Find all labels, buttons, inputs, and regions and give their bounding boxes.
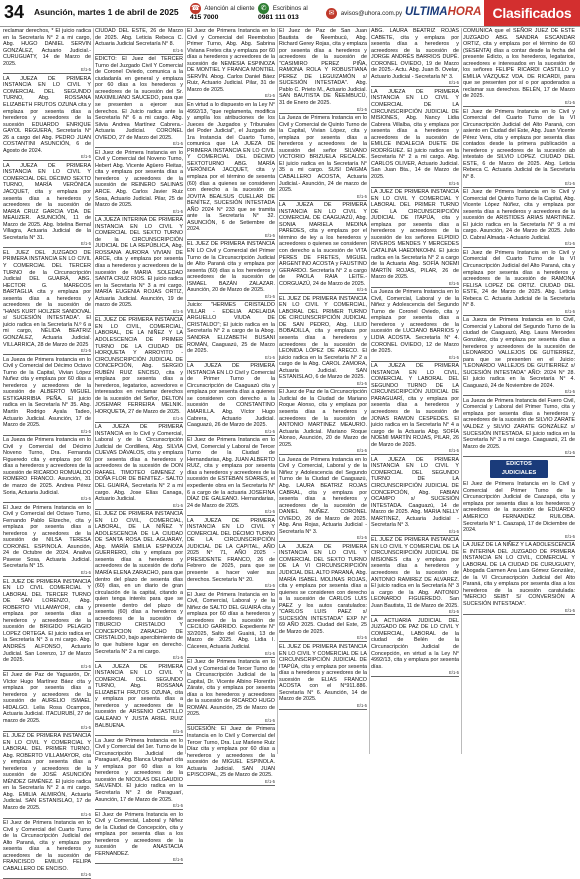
legal-notice [187,102,275,240]
notice-edition-code: E/1-5 [172,208,183,214]
notice-edition-code: E/1-5 [80,872,91,878]
column-1 [3,28,91,878]
notice-edition-code: E/1-5 [264,293,275,299]
logo-main: ULTIMA [405,6,448,18]
notice-columns [3,28,577,878]
column-4 [279,28,367,754]
legal-notice [3,250,91,355]
notice-text: LA JUEZA DE PRIMERA INSTANCIA EN LO Civil y Comercial de Primer Turno de la Circunscripción de Caaguazú cita y emplaza por sesenta días a quienes se consideren con derecho a la sucesión de CONSTANTINO AMARILLA. Abg. Víctor Hugo Cabrera, Actuario Judicial. Caaguazú, 26 de Marzo de 2025. [187,363,275,429]
legal-notice [187,241,275,300]
notice-text: reclamar derechos, * El juicio radica en la Secretaría N° 2 a mi cargo, Abg. HUGO DANIEL SERVIN GONZÁLEZ, Actuario Judicial.- CURUGUATY, 14 de Marzo de 2025. [3,28,91,67]
legal-notice [3,579,91,671]
legal-notice [463,317,575,396]
legal-notice [95,28,183,55]
notice-edition-code: E/1-5 [80,428,91,434]
section-tag-edictos: EDICTOS JUDICIALES [490,460,548,478]
notice-text: EL JUEZ DE PRIMERA INSTANCIA EN LO CIVIL Y COMERCIAL, LABORAL DEL PRIMER TURNO DE CIRCUNSCRIPCIÓN JUDICIAL DE SAN PEDRO, Abg. LILIO BOBADILLA, cita y emplaza por sesenta días a herederos y acreedores de la sucesión de LEONIDA LÓPEZ DE ARECO. El juicio radica en la Secretaría N° 2 a cargo de la Abg. CAROL ZAMORA, Actuaria Judicial. SAN ESTANISLAO, 6 de Marzo de 2025. [279,295,367,381]
notice-edition-code: E/1-5 [264,778,275,784]
section-badge: Clasificados [484,0,580,26]
legal-notice [279,544,367,643]
contact2-value: 0981 111 013 [258,14,299,21]
legal-notice [371,618,459,677]
notice-edition-code: E/1-5 [356,635,367,641]
notice-edition-code: E/1-5 [80,496,91,502]
legal-notice [463,542,575,614]
notice-edition-code: E/1-5 [448,609,459,615]
column-2 [95,28,183,863]
logo-accent: HORA [447,6,482,18]
notice-text: EL JUEZ DE PRIMERA INSTANCIA EN LO CIVIL Y COMERCIAL Y LABORAL DEL PRIMER TURNO, Abg. ROBERTO VILLAMAYOR, cita y emplaza por sesenta días a herederos y acreedores de la sucesión de JOSÉ ASUNCIÓN MÉNDEZ GIMÉNEZ. El juicio radica en la Secretaría N° 2 a mi cargo. Abg. EMILIA ALMIRÓN, Actuaria Judicial. SAN ESTANISLAO, 17 de Marzo de 2025. [3,733,91,812]
notice-text: El Juez de Primera Instancia en lo Civil y Comercial de Tercer Turno de la Circunscripción Judicial de la Capital, Dr. Vicente Albino Florentín Zárate, cita y emplaza por sesenta días a los herederos y acreedores de la sucesión de RICARDO HUGO ROMÁN. Asunción, 25 de Marzo de 2025. [187,659,275,718]
notice-text: La Juez de Primera Instancia en lo Civil y Comercial del 1er. Turno de la Circunscripción Judicial de Paraguarí, Abg. Blanca Urquhart cita y emplaza por 60 días a los herederos y acreedores de la sucesión de NICOLAS DELGAUDIO SALVENDI. El juicio radica en la Secretaría N° 2 de Paraguarí, Asunción, 17 de Marzo de 2025. [95,737,183,803]
notice-edition-code: E/1-5 [356,106,367,112]
notice-text: LA JUEZA DE PRIMERA INSTANCIA EN LO CIVIL Y COMERCIAL DE LA CIRCUNSCRIPCIÓN JUDICIAL DE MISIONES, Abg. Nancy Lidia Cabrera Villalba, cita y emplaza por sesenta días a herederos y acreedores de la sucesión de EMILCE INDALECIA DUETE DE RODRÍGUEZ. El juicio radica en la Secretaría N° 2 a mi cargo. Abg. CARLOS OLIVER, Actuario Judicial. San Juan Bta., 14 de Marzo de 2025. [371,88,459,180]
mail-icon: ✉ [326,8,337,19]
notice-edition-code: E/1-5 [356,535,367,541]
notice-text: LA JUEZA DE PRIMERA INSTANCIA EN LO CIVIL Y COMERCIAL DEL SEGUNDO TURNO DE LA CIRCUNSCRIPCIÓN JUDICIAL DE CONCEPCIÓN, Abg. FABIAN OCAMPO s/ SUCESIÓN INTESTADA. Caaguazú, 14 de Marzo de 2025. Abg. MARIA NELLY MARTINEZ, Actuaria Judicial - Secretaría N° 3. [371,456,459,529]
legal-notice [371,457,459,536]
notice-text: La Jueza de Primera Instancia en lo Civil, Comercial y Laboral del Segundo Turno de la ciudad de Caaguazú, Abg. Laura Mercedes González, cita y emplaza por sesenta días a herederos y acreedores de la sucesión de LEONARDO VALLEJOS DE GUTIERREZ, para que se presenten en el Juicio: "LEONARDO VALLEJOS DE GUTIERREZ s/ SUCESIÓN INTESTADA" AÑO: 2024 N° 28. El juicio radica en la Secretaría N° 4. Caaguazú, 24 de Noviembre de 2024. [463,317,575,389]
legal-notice [187,363,275,435]
notice-edition-code: E/1-5 [80,241,91,247]
notice-text: La Jueza de Primera Instancia en lo Civil y Comercial, Laboral y de la Niñez y Adolescencia del Segundo Turno de la Ciudad de Caaguazú, Abg. LAURA BEATRIZ ROJAS CABRAL, cita y emplaza por sesenta días a herederos y acreedores de la sucesión de DANIEL NUÑEZ. CORONEL OVIEDO, 26 de Marzo de 2025. Abg. Ana Rojas, Actuaria Judicial - Secretaría N° 3. [279,456,367,535]
notice-edition-code: E/1-5 [564,533,575,539]
legal-notice [3,437,91,503]
notice-text: LA ACTUARIA JUDICIAL DEL JUZGADO DE PAZ DE LO CIVIL Y COMERCIAL, LABORAL de la ciudad de Belén de la Circunscripción Judicial de Concepción, en virtud a la Ley N° 4992/13, cita y emplaza por sesenta días. [371,617,459,670]
legal-notice [95,812,183,865]
legal-notice [463,250,575,316]
notice-text: En virtud a lo dispuesto en la Ley N° 4992/13, "que reglamenta, modifica y amplía los atribuciones de los Jueces de Juzgados y Tribunales del Poder Judicial", el Juzgado de 1ra Instancia del Cuarto Turno, comunica que LA JUEZA DE PRIMERA INSTANCIA EN LO CIVIL Y COMERCIAL DEL DÉCIMO SEXTOTURNO ABG. MARÍA VERÓNICA JACQUET, cita y emplaza por el término de sesenta (60) días a quienes se consideren con derecho a la sucesión de JOVITA BEALSUS CUELLAR DE BENÍTEZ, SUCESIÓN INTESTADA AÑO 2024 N° 233 que se tramita ante la Secretaría N° 32. ASUNCIÓN, 6 de Setiembre de 2024. [187,101,275,233]
notice-text: LA JUEZ DE LA NIÑEZ Y LA ADOLESCENCIA E INTERINA DEL JUZGADO DE PRIMERA INSTANCIA EN LO CIVIL, COMERCIAL Y LABORAL DE LA CIUDAD DE CURUGUATY, Abogada Carmen Ana Lara Gómez González, de la VI Circunscripción Judicial del Alto Paraná, cita y emplaza por sesenta días a los herederos de la sucesión caratulada: "MERCIO SEIBT S/ CONVERSIÓN A SUCESIÓN INTESTADA". [463,542,575,608]
notice-text: La Jueza de Primera Instancia en lo Civil y Comercial del Décimo Octavo Turno de la Capital, Vivian López Nuñez cita y emplaza por 60 días a herederos y acreedores de la sucesión de ALBERTO MIGUEL ESTIGARRIBIA PEÑA. El juicio radica en la Secretaría N° 35. Abg. Martín Rodrigo Ayala Tadeo, Actuario Judicial. Asunción, 17 de Marzo de 2025. [3,356,91,429]
notice-edition-code: E/1-5 [264,354,275,360]
notice-edition-code: E/1-5 [80,811,91,817]
notice-text: El Juez de Primera Instancia en lo Civil, Comercial y Laboral de Tercer Turno de la Ciudad de Hernandarias, Abg. JUAN ALBERTO RUIZ, cita y emplaza por sesenta días a herederos y acreedores de la sucesión de ESTEBAN SOARES, el expediente obra en la Secretaría N° 6 a cargo de la actuaria JOSEFINA DÍAZ DE GALEANO. Hernandarias, 24 de Marzo de 2025. [187,437,275,509]
notice-text: El Juez de Paz de la Circunscripción Judicial de la Ciudad de Mariano Roque Alonso, cita y emplaza por sesenta días a herederos y acreedores de la sucesión de ANTONIO MARTINEZ MEAURIO. Actuaria Judicial. Mariano Roque Alonso, Asunción, 20 de Marzo de 2025. [279,389,367,448]
legal-notice [187,726,275,785]
notice-text: LA JUEZA DE PRIMERA INSTANCIA EN LO CIVIL Y COMERCIAL DEL SEGUNDO TURNO, Abg. ROSSANA ELIZABETH FRUTOS OZUNA, cita y emplaza por sesenta días a herederos y acreedores de la sucesión de ARSENIO CASTILLO GALEANO Y JUSTA ARIEL RUIZ BALBUENA. [95,663,183,729]
notice-text: El Juez de Primera Instancia en lo Civil y Comercial del Cuarto Turno de la Circunscripción Judicial del Alto Paraná, cita y emplaza por sesenta días a herederos y acreedores de la sucesión de FRANCISCO EMILIO FELIPA CABALLERO DE ENCISO. [3,820,91,872]
notice-text: LA JUEZA DE PRIMERA INSTANCIA EN LO CIVIL Y COMERCIAL DEL DÉCIMO TURNO DE LA CIRCUNSCRIPCIÓN JUDICIAL DE LA CAPITAL, AÑO 2025 N° 71, AÑO 2025 - PRESIDENTE FRANCO, 26 de Febrero de 2025, para que se presente a hacer valer sus derechos. Secretaría N° 20. [187,517,275,583]
legal-notice [95,424,183,510]
notice-edition-code: E/1-5 [448,280,459,286]
notice-edition-code: E/1-5 [564,180,575,186]
notice-edition-code: E/1-5 [564,241,575,247]
legal-notice [95,738,183,810]
legal-notice [463,109,575,188]
legal-notice [279,202,367,294]
notice-edition-code: E/1-5 [80,724,91,730]
legal-notice [463,28,575,107]
notice-edition-code: E/1-5 [264,583,275,589]
column-5 [371,28,459,754]
customer-service-contact [190,3,255,22]
publication-date: Asunción, martes 1 de abril de 2025 [34,7,179,17]
legal-notice [3,357,91,436]
notice-edition-code: E/1-5 [80,348,91,354]
legal-notice [95,664,183,736]
notice-text: El Juez de Primera Instancia en lo Civil y Comercial del Reembolso Primer Turno, Abg. Abg. Sabrina Viviana Fretes cita y emplaza por 60 días a herederos y acreedores de la sucesión de NEMESIA ESPINOZA DE MONTIEL Y FRANCA MONTIEL SERVÍN. Abog. Carlos Daniel Báez Ruiz, Actuario Judicial. Pilar, 31 de Marzo de 2025. [187,28,275,93]
notice-edition-code: E/1-5 [448,180,459,186]
notice-edition-code: E/1-5 [564,308,575,314]
notice-edition-code: E/1-5 [172,857,183,863]
notice-text: La Jueza de Primera Instancia en lo Civil y Comercial del Décimo Noveno Turno, Dra. Fernanda Figueredo cita y emplaza por 60 días a herederos y acreedores de la sucesión de RICARDO ROMUALDO ROMERO FRANCO. Asunción, 31 de marzo de 2025. Andrea Pérez Soria, Actuaria Judicial. [3,437,91,496]
notice-text: El Juez de Primera Instancia en lo Civil y Comercial del Quinto Turno de la Capital, Abg. Vicente López Núñez, cita y emplaza por sesenta días a herederos y acreedores de la sucesión de ARISTIDES ARIAS MARTINEZ. El juicio radica en la Secretaría N° 9 a mi cargo. Asunción, 24 de Marzo de 2025. Julio D. Cabral Almada - Actuario Judicial. [463,189,575,241]
notice-edition-code: E/1-5 [564,389,575,395]
notice-edition-code: E/1-5 [448,354,459,360]
notice-edition-code: E/1-5 [264,650,275,656]
notice-text: COMUNICA que el SEÑOR JUEZ DE ESTE JUZGADO ABG. SANDRA ESCANDAR ORTIZ, cita y emplaza por el término de 60 (SESENTA) días a contar desde la fecha del presente Edicto, a los herederos, legatarios, acreedores e interesados en la sucesión de los señores FELIPE RICARDI CASTILLO y EMILIA VÁZQUEZ VDA. DE RICARDI, para que se presenten por sí o por apoderados a reclamar sus derechos. BELÉN, 17 de Marzo de 2025. [463,28,575,100]
page-number: 34 [4,2,25,22]
notice-text: La Jueza de Primera Instancia del Fuero Civil, Comercial y Laboral del Primer Turno, cita y emplaza por sesenta días a herederos y acreedores de la sucesión de SILVIO ZARATE VALDEZ y SILVIO ZARATE GONZÁLEZ s/ SUCESIÓN INTESTADA. El juicio radica en la Secretaría N° 3 a mi cargo. Caaguazú, 21 de Marzo de 2025. [463,397,575,450]
legal-notice [95,217,183,316]
notice-text: EL JUEZ DE PRIMERA INSTANCIA EN LO CIVIL COMERCIAL Y LABORAL DEL TERCER TURNO DE SAN LORENZO, Abg. ROBERTO VILLAMAYOR, cita y emplaza por sesenta días a herederos y acreedores de la sucesión de BRIGIDO PELAGIO LOPEZ ORTEGA. El juicio radica en la Secretaría N° 3 a mi cargo. Abg. ANDRÉS ALFONSO, Actuario Judicial. San Lorenzo, 17 de Marzo de 2025. [3,578,91,664]
legal-notice [371,363,459,455]
legal-notice [95,317,183,422]
whatsapp-icon: ✆ [258,3,269,14]
legal-notice [463,189,575,248]
column-6 [463,28,575,754]
notice-edition-code: E/1-5 [80,154,91,160]
legal-notice [187,592,275,658]
notice-edition-code: E/1-5 [564,607,575,613]
column-3 [187,28,275,784]
notice-text: LA JUEZA DE PRIMERA INSTANCIA EN LO CIVIL Y COMERCIAL DEL SEXTO TURNO DE LA VI CIRCUNSCRIPCIÓN JUDICIAL DEL ALTO PARANÁ, Abg. MARÍA ISABEL MOLINAS ROJAS, cita y emplaza por sesenta días a quienes se consideren con derecho a la sucesión de CARLOS LUIS PAEZ y los autos caratulados: "CARLOS LUIS PAEZ s/ SUCESIÓN INTESTADA" EXP N° 69 AÑO 2025. Ciudad del Este, 25 de Marzo de 2025. [279,543,367,635]
notice-text: SUCESIÓN: El Juez de Primera Instancia en lo Civil y Comercial del Tercer Turno, Dra. Luz Marlene Ruiz Díaz cita y emplaza por 60 días a herederos y acreedores de la sucesión de MIGUEL ESPINOLA. Actuaria Judicial. SAN JUAN EPISCOPAL, 25 de Marzo de 2025. [187,726,275,779]
notice-edition-code: E/1-5 [448,670,459,676]
notice-text: EL JUEZ DE PRIMERA INSTANCIA EN LO CIVIL Y COMERCIAL DE LA CIRCUNSCRIPCIÓN JUDICIAL DE MISIONES cita y emplaza por sesenta días a herederos y acreedores de la sucesión de ANTONIO RAMIREZ DE ALVAREZ. El juicio radica en la Secretaría N° 3 a cargo de la Abg. ANTONIO LEONARDO FIGUEREDO. San Juan Bautista, 11 de Marzo de 2025. [371,537,459,609]
legal-notice [3,820,91,879]
notice-edition-code: E/1-5 [264,717,275,723]
notice-text: EL JUEZ DEL JUZGADO DE PRIMERA INSTANCIA EN LO CIVIL Y COMERCIAL DEL TERCER TURNO de la Circunscripción Judicial DEL GUAIRÁ, ABG. HECTOR G. MARECOS BARTAGLIA cita y emplaza por sesenta días a herederos y acreedores de la sucesión de "HANS KURT HOLZER SANDOVAL s/ SUCESIÓN INTESTADA". El juicio radica en la Secretaría N.º 6 a mi cargo, NÉLIDA BEATRIZ GONZÁLEZ, Actuaria Judicial. VILLARRICA, 28 de Marzo de 2025 [3,249,91,348]
notice-text: LA JUEZA DE PRIMERA INSTANCIA EN LO CIVIL Y COMERCIAL DEL SEGUNDO TURNO, Abg. ROSSANA ELIZABETH FRUTOS OZUNA cita y emplaza por sesenta días a herederos y acreedores de la sucesión EDUARDO ENRIQUE GAYOL REGUERA, Secretaría N° 26 a cargo del Abg. PEDRO JUAN COSTANTINI ASUNCIÓN, 6 de Agosto de 2024. [3,75,91,154]
notice-edition-code: E/1-5 [356,380,367,386]
notice-text: El Juez de Primera Instancia en lo Civil y Comercial del Octavo Turno, Fernando Pablo Elizeche, cita y emplaza por sesenta días a herederos y acreedores de la sucesión de NILSA TERESA CORONEL ESPINOLA. Asunción, 24 de Octubre de 2024. Analiva Pavese Sosa, Actuaria Judicial. Secretaría N° 15. [3,504,91,570]
notice-text: ABG. LAURA BEATRIZ ROJAS CABETE, cita y emplaza por sesenta días a herederos y acreedores de la sucesión de JORGE ANDRÉS BARRIOS DUPÉ. CORONEL OVIEDO, 19 de Marzo de 2025.- Actu. Abg. Juan B. Ovelar, Actuario Judicial - Secretaría N° 3. [371,28,459,80]
legal-notice [279,28,367,114]
email-contact[interactable] [326,8,402,19]
notice-edition-code: E/1-5 [264,232,275,238]
legal-notice [463,398,575,457]
notice-edition-code: E/1-5 [564,450,575,456]
notice-edition-code: E/1-5 [264,428,275,434]
notice-text: El Juez de Paz de Yaguarón, Dr. Víctor Hugo Martínez Báez cita y emplaza por sesenta días a herederos y acreedores de la sucesión de AURELIO ISMAEL HIDALGO. Lelia Rosa Ocampos, Actuaria Judicial. ITACURUBÍ, 27 de marzo de 2025. [3,672,91,724]
contact1-label: Atención al cliente [204,5,255,13]
notice-edition-code: E/1-5 [172,47,183,53]
legal-notice [95,56,183,148]
notice-edition-code: E/1-5 [356,448,367,454]
page-header [0,0,580,27]
contact1-value: 415 7000 [190,14,219,21]
legal-notice [279,389,367,455]
notice-text: CIUDAD DEL ESTE, 26 de Marzo de 2025. Abg. Leticia Rebeca C. Actuaria Judicial Secretaría N° 8. [95,28,183,48]
notice-edition-code: E/1-5 [172,655,183,661]
legal-notice [187,659,275,725]
notice-text: El Juez de Paz de San Juan Bautista de Ñeembucú, Abg. Richard Gerey Rojas, cita y emplaza por sesenta días a herederos y acreedores de la sucesión de "CASIMIRO PEREZ PIÑA, RAMONA ROLA Y ROBUSTIANA PEREZ DE LEGUIZAMÓN s/ SUCESIÓN INTESTADA". Abg. Pablo C. Prieto M., Actuario Judicial. SAN BAUTISTA DE ÑEEMBUCÚ, 31 de Enero de 2025. [279,28,367,107]
notice-text: Juicio: "HERMES CRISTALDO VILLAR - EDELIA ADELAIDA ARGUELLO VIUDA DE CRISTALDO"; El juicio radica en la Secretaría N° 2 a cargo de la Abog. SANDRA ELIZABETH BUSANI ROMÁN, Caaguazú, 25 de Marzo de 2025. [187,302,275,355]
notice-text: El Juez de Primera Instancia en lo Civil y Comercial, Laboral y Niñez de la Ciudad de Concepción, cita y emplaza por sesenta días a los herederos y acreedores de la sucesión de ANASTACIA FERNANDEZ. [95,811,183,857]
legal-notice [279,296,367,388]
contact3-label: avisos@uhora.com.py [340,10,403,18]
notice-text: EL JUEZ DE PRIMERA INSTANCIA EN LO CIVIL Y COMERCIAL DE LA CIRCUNSCRIPCIÓN JUDICIAL DE ITAPÚA, cita y emplaza por sesenta días a herederos y acreedores de la sucesión de ELIAS FRANCO ACOSTA con el N°911.886. Secretaría N° 6. Asunción, 14 de Marzo de 2025. [279,643,367,703]
legal-notice [3,733,91,819]
notice-text: EL JUEZ DE PRIMERA INSTANCIA EN LO CIVIL, COMERCIAL, LABORAL, DE LA NIÑEZ Y ADOLESCENCIA DE LA CIUDAD DE SANTA ROSA DEL AGUARAY, Abg. MARÍA EMILIA ESPINOZA GUERRERO, cita y emplaza por sesenta días a herederos y acreedores de la sucesión de doña MARÍA ELENA ZARACHO, para que dentro del plazo de sesenta días (60) días, en un diario de gran circulación de la capital, citando a quien tenga interés para que se presente dentro del plazo de sesenta (60) días a herederos y acreedores de la sucesión de TIBURCIO CRISTALDO Y CONCEPCION ZARACHO DE CRISTALDO, bajo apercibimiento de lo que hubiere lugar en derecho. Secretaría N° 2 a mi cargo. [95,511,183,655]
notice-edition-code: E/1-5 [448,528,459,534]
notice-edition-code: E/1-5 [264,509,275,515]
notice-edition-code: E/1-5 [356,702,367,708]
notice-edition-code: E/1-5 [80,570,91,576]
notice-edition-code: E/1-5 [448,80,459,86]
legal-notice [3,28,91,74]
legal-notice [187,28,275,100]
notice-edition-code: E/1-5 [356,193,367,199]
notice-text: El Juez de Primera Instancia en lo Civil y Comercial del Noveno Turno, Hebert Abg. Vicente Agüero Fleitas, cita y emplaza por sesenta días a herederos y acreedores de la sucesión de REINERO SALINAS ARCE. Abg. Carlos Javier Ruiz Sosa, Actuario Judicial. Pilar, 25 de Marzo de 2025. [95,149,183,209]
notice-text: El Juez de Primera Instancia en lo Civil y Comercial del Cuarto Turno de la VI Circunscripción Judicial del Alto Paraná, con asiento en Ciudad del Este, Abg. Juan Vicente Pérez Vera, cita y emplaza por sesenta días contados desde la primera publicación a herederos y acreedores de la sucesión ab intestato de SILVIO LOPEZ. CIUDAD DEL ESTE, 6 de Marzo de 2025. Abg. Leticia Rebeca C. Actuaria Judicial de la Secretaría N° 8. [463,108,575,180]
notice-text: El Juez de Primera Instancia en lo Civil y Comercial del Cuarto Turno de la VI Circunscripción Judicial del Alto Paraná, cita y emplaza por sesenta días a herederos y acreedores de la sucesión de RAMONA FELISA LOPEZ DE ORTIZ. CIUDAD DEL ESTE, 24 de Marzo de 2025. Abg. Leticia Rebeca C. Actuaria Judicial de la Secretaría N° 8. [463,249,575,309]
legal-notice [279,457,367,543]
notice-text: LA JUEZA DE PRIMERA INSTANCIA EN LO CIVIL Y COMERCIAL DEL DÉCIMO SEXTO TURNO, MARÍA VERÓNICA JACQUET, cita y emplaza por sesenta días a herederos y acreedores de la sucesión de MARIA CRUZ GARCIA VDA. DE MEAUZER. ASUNCIÓN, 11 de Marzo de 2025. Abg. Ixtelina Bernal Villagra, Actuaria Judicial de la Secretaría N° 31. [3,162,91,241]
notice-edition-code: E/1-5 [172,308,183,314]
legal-notice [371,89,459,188]
legal-notice [371,289,459,361]
notice-text: LA JUEZA INTERINA DE PRIMERA INSTANCIA EN LO CIVIL Y COMERCIAL DEL SEXTO TURNO de la CIRCUNSCRIPCIÓN JUDICIAL DE LA REPÚBLICA, Abg. ROSSANA AURORA VIVIAN DE ARCE, cita y emplaza por sesenta días a herederos y acreedores de la sucesión de MARIA SOLEDAD SANTA CRUZ RIOS. El juicio radica en la Secretaría N° 3 a mi cargo. MARÍA EUGENIA ROJAS ORTIZ, Actuaria Judicial. Asunción, 19 de marzo de 2025. [95,217,183,309]
notice-text: La Jueza de Primera Instancia en lo Civil y Comercial de Quinto Turno de la Capital, Vivian López, cita y emplaza por sesenta días a herederos y acreedores de la sucesión del señor SILVANO VICTORIO BRIZUELA RECALDE. El juicio radica en la Secretaría N° 35 a mi cargo. SUSI DAIGMA CABALLERO ACOSTA, Actuaria Judicial.- Asunción, 24 de marzo de 2025. [279,115,367,194]
notice-edition-code: E/1-5 [172,502,183,508]
legal-notice [463,481,575,540]
contact2-label: Escribinos al [272,5,308,13]
notice-text: LA JUEZA DE PRIMERA INSTANCIA EN LO CIVIL, COMERCIAL Y LABORAL DEL SEGUNDO TURNO DE LA CIRCUNSCRIPCIÓN JUDICIAL DE PARAGUARÍ, cita y emplaza por sesenta días a herederos y acreedores de la sucesión de JONAS RAMON CESPEDES. El juicio radica en la Secretaría N° 4 a cargo de la Actuaria Abg. SOFÍA NOEMI MARTÍN ROJAS, PILAR, 26 de Marzo de 2025. [371,363,459,448]
notice-edition-code: E/1-5 [172,729,183,735]
legal-notice [95,511,183,662]
notice-edition-code: E/1-5 [564,100,575,106]
notice-edition-code: E/1-5 [448,448,459,454]
phone-icon: ☎ [191,5,200,12]
legal-notice [187,302,275,361]
notice-text: EL JUEZ DE PRIMERA INSTANCIA EN LO Civil y Comercial del Primer Turno de la Circunscripción Judicial de Alto Paraná cita y emplaza por sesenta (60) días a los herederos y acreedores de la sucesión de ISMAEL BAZÁN ZALAZAR. Asunción, 20 de Marzo de 2025. [187,241,275,294]
notice-text: EL JUEZ DE PRIMERA INSTANCIA EN LO CIVIL, COMERCIAL, LABORAL, DE LA NIÑEZ Y LA ADOLESCENCIA DE PRIMER TURNO DE LA CIUDAD DE HORQUETA Y ARROYITO - CIRCUNSCRIPCIÓN JUDICIAL DE CONCEPCIÓN, Abg. SERGIO RUBÉN RUIZ ENCISO, cita y emplaza por sesenta días a herederos, legatarios, acreedores e interesados en reclamar derechos de la sucesión del Señor, DELTON JOSEMAR FERREIRA MELNIK. HORQUETA, 27 de Marzo de 2025. [95,317,183,415]
legal-notice [187,518,275,590]
legal-notice [3,672,91,731]
notice-text: El Juez de Primera Instancia en lo Civil y Comercial del Primer Turno de la Circunscripción Judicial de Caazapá, cita y emplaza por sesenta días a los herederos y acreedores de la sucesión de EDUARDO AMERICO FERNANDEZ RUILOBA. Secretaría N° 1. Caazapá, 17 de Diciembre de 2024. [463,481,575,534]
notice-text: LA JUEZA DE PRIMERA INSTANCIA en lo Civil y Comercial, Laboral y de la Circunscripción Judicial de Cordillera, Abg. SILVIA CUEVAS DÁVALOS, cita y emplaza por sesenta días a herederos y acreedores de la sucesión de DON RAFAEL TIMOTEO GIMENEZ y DOÑA FLOR DE BENITEZ.- SALTO DEL GUAIRÁ, Secretaría N° 2 a mi cargo. Abg. Jose Elías Canaga, Actuario Judicial. [95,424,183,503]
notice-text: LA JUEZA DE PRIMERA INSTANCIA EN LO CIVIL Y COMERCIAL DE CAAGUAZÚ, Abg. SONIA MARIELA MEDINA PAREDES, cita y emplaza por el término de ley a los herederos y acreedores o quienes se consideren con derecho a la sucesión de VITA PERES DE FRETES, MIGUEL ARGENTINO ACOSTA y FAUSTINO GERARDO. Secretaría N° 2 a cargo de PAOLA RAIA LEITE.- CORGUAZÚ, 24 de Marzo de 2025. [279,202,367,287]
newspaper-logo [405,2,481,22]
legal-notice [371,28,459,87]
notice-edition-code: E/1-5 [172,141,183,147]
legal-notice [279,644,367,710]
notice-text: La Jueza de Primera Instancia en lo Civil, Comercial, Laboral y de la Niñez y Adolescencia del Segundo Turno de Coronel Oviedo, cita y emplaza por sesenta días a herederos y acreedores de la sucesión de LUCIANO BARRIOS y LIDIA ACOSTA. Secretaría N° 4. CORONEL OVIEDO, 12 de Marzo de 2025. [371,289,459,355]
notice-edition-code: E/1-5 [172,415,183,421]
notice-text: El Juez de Primera Instancia en lo Civil, Comercial, Laboral y de la Niñez de SALTO DEL GUAIRÁ cita y emplaza por 60 días a herederos y acreedores de la sucesión de CECILIO GARRIDO. Expediente N° 32/2025, Salto del Guairá, 13 de Marzo de 2025. Abg. Lidia I. Cáceres, Actuaria Judicial. [187,591,275,650]
notice-text: LA JUEZ DE PRIMERA INSTANCIA EN LO CIVIL Y COMERCIAL Y LABORAL DEL PRIMER TURNO DE LA CIRCUNSCRIPCIÓN JUDICIAL DE ITAPÚA, cita y emplaza por sesenta días a herederos y acreedores de la sucesión de los señores ELPIDIO RIVEROS MENDES Y MERCEDES CATALINA HAEDINKOHN. El juicio radica en la Secretaría N° 2 a cargo de la Actuaria Abg. SOFÍA NOEMI MARTÍN ROJAS, PILAR, 26 de Marzo de 2025. [371,189,459,281]
legal-notice [371,537,459,616]
legal-notice [95,150,183,216]
legal-notice [187,437,275,516]
notice-edition-code: E/1-5 [80,663,91,669]
notice-edition-code: E/1-5 [264,93,275,99]
legal-notice [371,189,459,288]
notice-edition-code: E/1-5 [356,287,367,293]
legal-notice [3,76,91,162]
legal-notice [279,115,367,201]
legal-notice [3,505,91,577]
whatsapp-contact [258,3,308,22]
notice-edition-code: E/1-5 [172,803,183,809]
notice-edition-code: E/1-5 [80,67,91,73]
legal-notice [3,163,91,249]
notice-text: EDICTO: El Juez del TERCER Turno del Juzgado Civil Y Comercial de Coronel Oviedo, comunica a la ciudadanía en general y emplaza por 60 días a los herederos y acreedores de la sucesión del Sr. MAXIMILIANO SAUCEDO, para que se presenten a ejercer sus derechos. El Juicio radica ante la Secretaría N° 6 a mi cargo. Abg. Silvia Andrea Martínez Cabrera.- Actuaria Judicial. CORONEL OVIEDO, 27 de Marzo del 2025. [95,56,183,141]
